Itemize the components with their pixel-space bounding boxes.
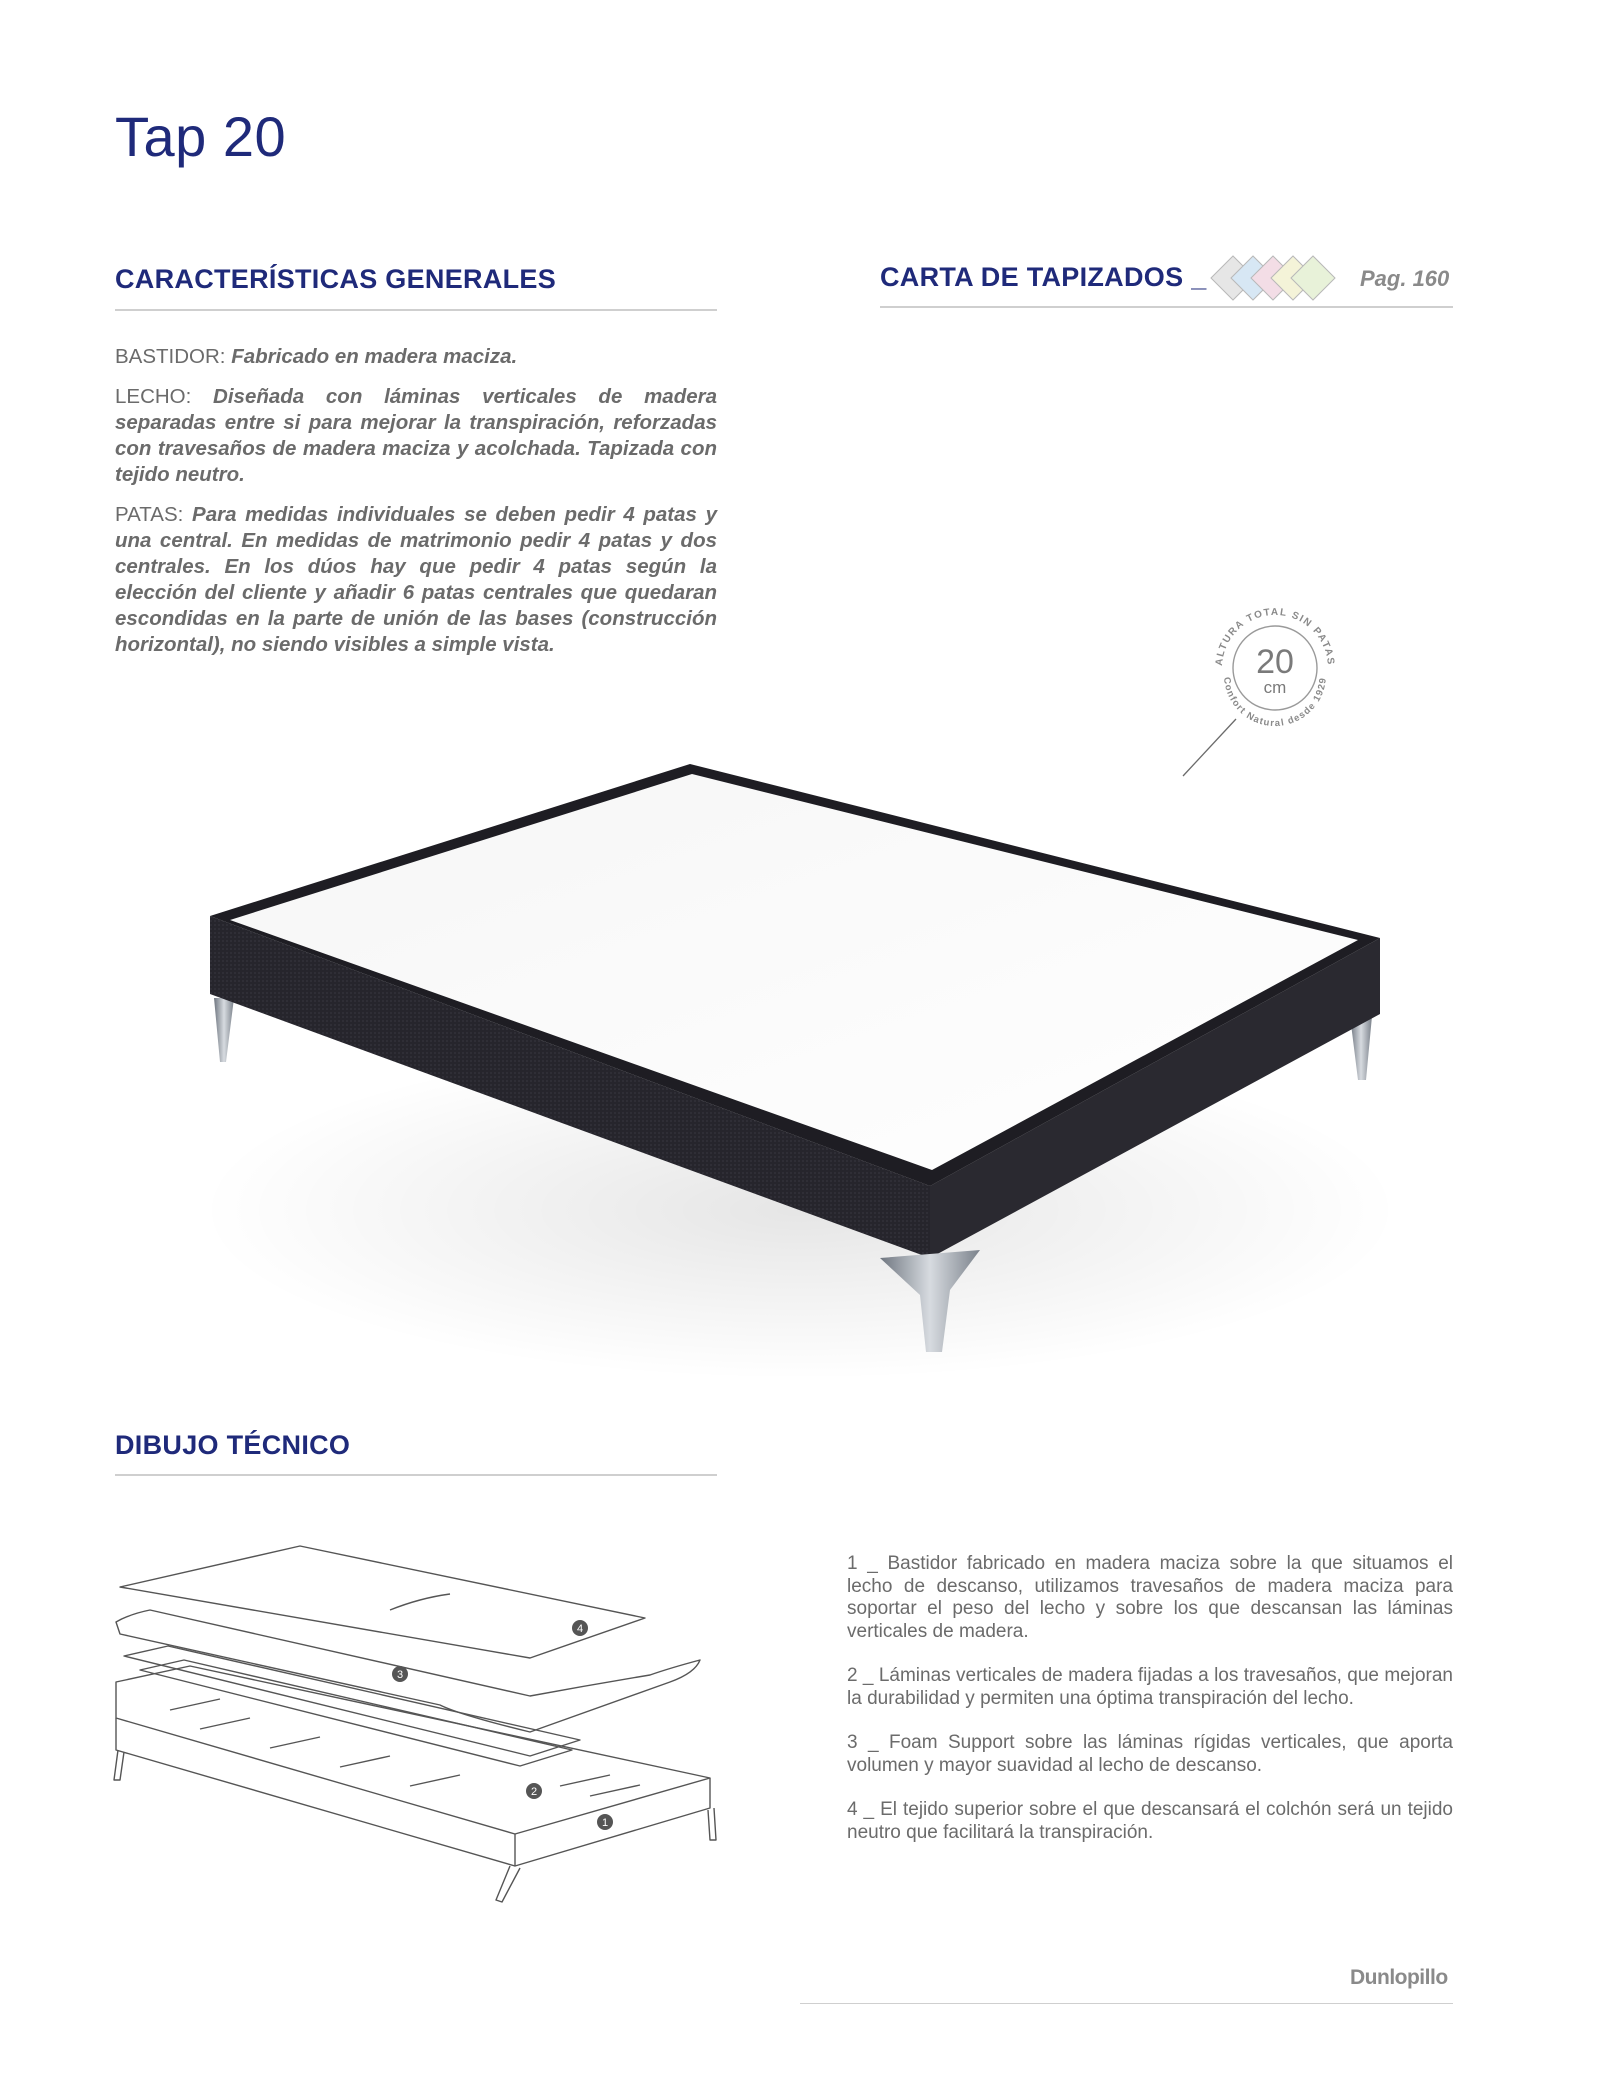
note-4: 4 _ El tejido superior sobre el que descansará el colchón será un tejido neutro que facilitará la transpiración.	[847, 1799, 1453, 1843]
page-title: Tap 20	[115, 105, 287, 168]
general-divider	[115, 309, 717, 311]
marker-2-label: 2	[530, 1786, 538, 1798]
spec-label: PATAS:	[115, 503, 184, 526]
badge-ring-top: ALTURA TOTAL SIN PATAS	[1213, 606, 1337, 667]
base-side	[116, 1718, 515, 1866]
spec-text: Fabricado en madera maciza.	[231, 345, 518, 368]
general-specs	[115, 344, 717, 672]
badge-value: 20	[1256, 643, 1294, 681]
spec-patas	[115, 502, 717, 658]
drawing-leg	[496, 1866, 520, 1902]
technical-drawing	[110, 1510, 730, 1910]
marker-3-label: 3	[396, 1669, 404, 1681]
fabric-swatches-icon	[1205, 248, 1345, 308]
layer-fabric	[120, 1546, 645, 1658]
marker-1-label: 1	[601, 1817, 609, 1829]
base-frame	[116, 1666, 710, 1834]
drawing-leg	[114, 1750, 124, 1780]
note-2: 2 _ Láminas verticales de madera fijadas a los travesaños, que mejoran la durabilidad y permiten una óptima transpiración del lecho.	[847, 1665, 1453, 1709]
brand-logo: Dunlopillo	[1350, 1966, 1448, 1989]
upholstery-heading: CARTA DE TAPIZADOS _	[880, 262, 1207, 292]
spec-lecho	[115, 384, 717, 488]
badge-ring-bottom: Confort Natural desde 1929	[1220, 676, 1330, 730]
spec-label: BASTIDOR:	[115, 345, 226, 368]
drawing-leg	[708, 1808, 716, 1840]
layer-foam	[116, 1610, 700, 1732]
general-heading: CARACTERÍSTICAS GENERALES	[115, 264, 557, 294]
badge-unit: cm	[1263, 678, 1287, 697]
spec-label: LECHO:	[115, 385, 192, 408]
technical-notes	[847, 1553, 1453, 1866]
technical-heading: DIBUJO TÉCNICO	[115, 1430, 351, 1460]
note-3: 3 _ Foam Support sobre las láminas rígidas verticales, que aporta volumen y mayor suavidad al lecho de descanso.	[847, 1732, 1453, 1776]
marker-4-label: 4	[576, 1623, 584, 1635]
layer-fabric-fold	[390, 1594, 450, 1610]
spec-text: Diseñada con láminas verticales de madera separadas entre si para mejorar la transpiración, reforzadas con travesaños de madera maciza y acolchada. Tapizada con tejido neutro.	[115, 385, 717, 486]
technical-divider	[115, 1474, 717, 1476]
footer-divider	[800, 2003, 1453, 2004]
spec-bastidor	[115, 344, 717, 370]
upholstery-page-ref: Pag. 160	[1360, 266, 1450, 291]
spec-text: Para medidas individuales se deben pedir 4 patas y una central. En medidas de matrimonio pedir 4 patas y dos centrales. En los dúos hay que pedir 4 patas según la elección del cliente y añadir 6 patas centrales que quedaran escondidas en la parte de unión de las bases (construcción horizontal), no siendo visibles a simple vista.	[115, 503, 717, 656]
upholstery-divider	[880, 306, 1453, 308]
bed-base-image	[190, 740, 1400, 1410]
note-1: 1 _ Bastidor fabricado en madera maciza sobre la que situamos el lecho de descanso, utilizamos travesaños de madera maciza para soportar el peso del lecho y sobre los que descansan las láminas verticales de madera.	[847, 1553, 1453, 1642]
